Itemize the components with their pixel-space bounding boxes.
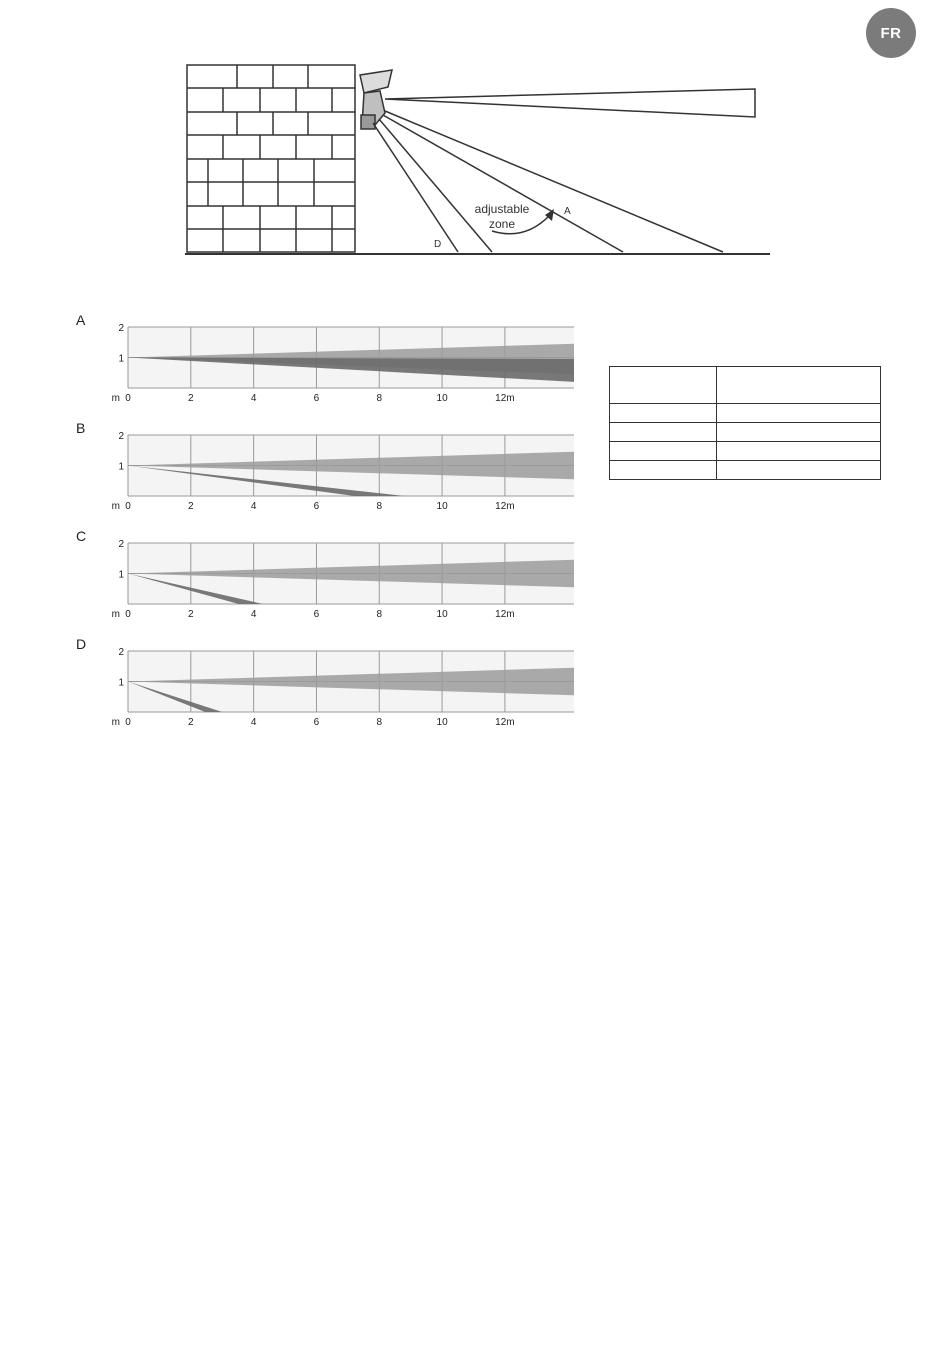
x-tick-label: 0 [125,717,131,728]
x-tick-label: 12m [495,609,515,620]
marker-a: A [564,206,571,217]
x-tick-label: 2 [188,609,194,620]
x-tick-label: 8 [376,717,383,728]
zone-label-line1: adjustable [474,202,530,216]
chart-b [72,420,592,528]
x-tick-label: 8 [376,609,383,620]
y-tick-label: 1 [118,461,124,473]
x-tick-label: 0 [125,501,131,512]
detection-beams [373,89,755,252]
x-tick-label: 0 [125,393,131,404]
table-row [610,423,881,442]
x-axis-unit-label: m [111,717,120,728]
chart-c [72,528,592,636]
chart-b-letter: B [76,420,86,436]
x-tick-label: 4 [250,393,257,404]
x-tick-label: 8 [376,393,383,404]
x-tick-label: 10 [436,717,448,728]
chart-d-plot [72,636,592,744]
table-cell [717,404,881,423]
x-tick-label: 6 [313,717,320,728]
x-tick-label: 10 [436,393,448,404]
sensor-illustration [180,55,780,260]
y-tick-label: 2 [118,647,124,658]
x-tick-label: 2 [188,717,194,728]
y-tick-label: 1 [118,677,124,689]
chart-d-letter: D [76,636,87,652]
table-cell [717,423,881,442]
chart-b-plot [72,420,592,528]
table-cell [610,442,717,461]
x-axis-unit-label: m [111,609,120,620]
x-tick-label: 12m [495,393,515,404]
chart-a-letter: A [76,312,86,328]
table-cell [610,461,717,480]
x-tick-label: 4 [250,717,257,728]
table-header-row [610,367,881,404]
y-tick-label: 2 [118,323,124,334]
table-cell [610,423,717,442]
x-axis-unit-label: m [111,501,120,512]
chart-d [72,636,592,744]
y-tick-label: 2 [118,431,124,442]
x-tick-label: 6 [313,501,320,512]
table-row [610,404,881,423]
chart-c-plot [72,528,592,636]
table-cell [717,367,881,404]
x-tick-label: 12m [495,717,515,728]
table-cell [610,404,717,423]
chart-a-plot [72,312,592,420]
x-tick-label: 2 [188,393,194,404]
table-cell [717,461,881,480]
chart-c-letter: C [76,528,87,544]
y-tick-label: 2 [118,539,124,550]
table-row [610,442,881,461]
zone-label-line2: zone [488,217,516,231]
zone-table [609,366,881,480]
x-tick-label: 4 [250,609,257,620]
x-tick-label: 10 [436,609,448,620]
brick-wall [187,65,355,252]
x-tick-label: 12m [495,501,515,512]
marker-d: D [434,239,442,250]
language-badge: FR [866,8,916,58]
chart-a [72,312,592,420]
x-tick-label: 6 [313,609,320,620]
table-row [610,461,881,480]
x-tick-label: 10 [436,501,448,512]
table-cell [610,367,717,404]
x-tick-label: 6 [313,393,320,404]
x-tick-label: 0 [125,609,131,620]
y-tick-label: 1 [118,569,124,581]
x-tick-label: 2 [188,501,194,512]
x-tick-label: 4 [250,501,257,512]
x-tick-label: 8 [376,501,383,512]
x-axis-unit-label: m [111,393,120,404]
y-tick-label: 1 [118,353,124,365]
table-cell [717,442,881,461]
